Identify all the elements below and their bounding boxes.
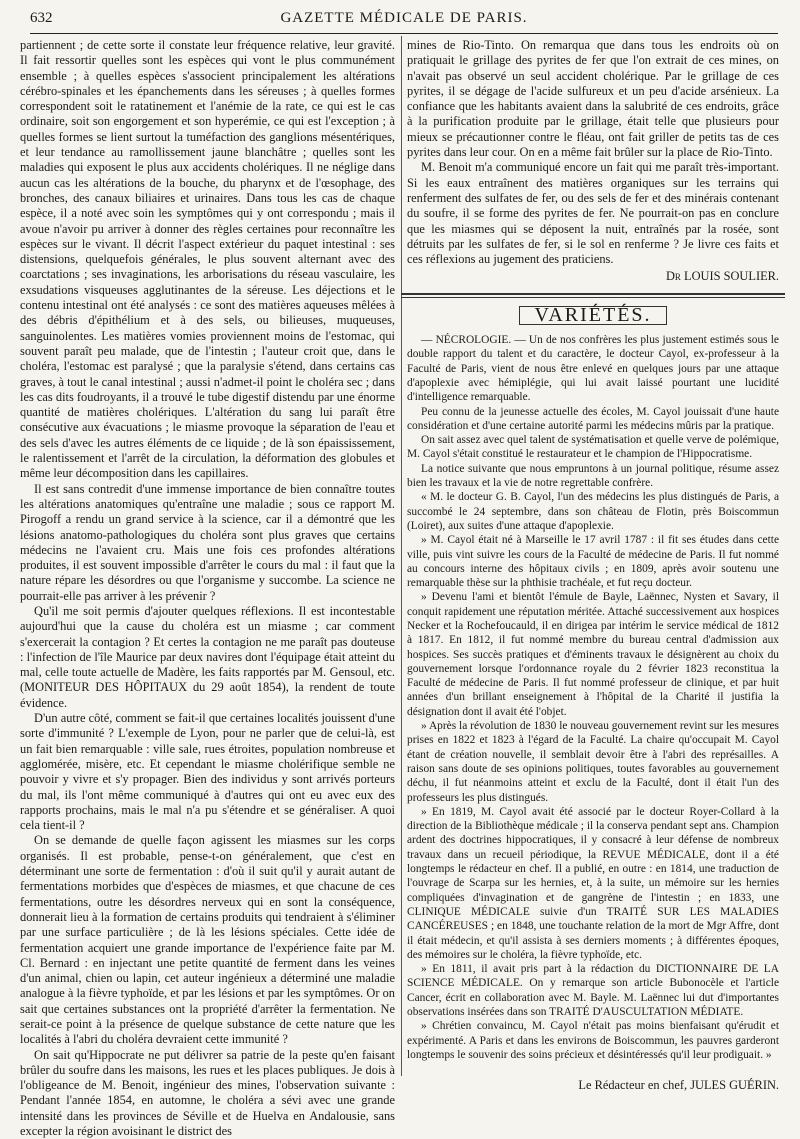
- varietes-paragraph: La notice suivante que nous empruntons à un journal politique, résume assez bien les travaux et la vie de notre regrettable confrère.: [407, 462, 779, 490]
- varietes-paragraph: » Chrétien convaincu, M. Cayol n'était pas moins bienfaisant qu'érudit et expérimenté. A Paris et dans les environs de Boiscommun, les pauvres garderont longtemps le souvenir des soins précieux et désintéressés qu'il leur prodiguait. »: [407, 1020, 779, 1061]
- editor-signature: Le Rédacteur en chef, JULES GUÉRIN.: [578, 1078, 779, 1093]
- varietes-paragraph: On sait assez avec quel talent de systématisation et quelle verve de polémique, M. Cayol s'était constitué le restaurateur et le champion de l'Hippocratisme.: [407, 434, 779, 461]
- right-paragraph: mines de Rio-Tinto. On remarqua que dans tous les endroits où on pratiquait le grillage des pyrites de fer que l'on extrait de ces mines, on n'avait pas observé un seul accident cholérique. Par le grillage de ces pyrites, il se dégage de l'acide sulfureux et un peu d'acide arsénieux. La confiance que les habitants avaient dans la salubrité de ces endroits, grâce à la purification produite par le grillage, était telle que plusieurs pour mieux se précautionner contre le fléau, ont fait griller de petits tas de ces pyrites dans leur cour. On en a même fait brûler sur la place de Rio-Tinto.: [407, 38, 779, 160]
- varietes-paragraph: » En 1811, il avait pris part à la rédaction du DICTIONNAIRE DE LA SCIENCE MÉDICALE. On y remarque son article Bubonocèle et l'article Cancer, écrit en collaboration avec M. Bayle. M. Laënnec lui dut d'importantes observations insérées dans son TRAITÉ D'AUSCULTATION MÉDIATE.: [407, 963, 779, 1018]
- varietes-heading: VARIÉTÉS.: [519, 306, 666, 325]
- section-separator: [401, 293, 785, 298]
- article-signature: Dr LOUIS SOULIER.: [665, 269, 779, 284]
- journal-title: GAZETTE MÉDICALE DE PARIS.: [280, 10, 528, 26]
- column-divider: [401, 36, 402, 1076]
- varietes-paragraph: » En 1819, M. Cayol avait été associé par le docteur Royer-Collard à la direction de la Bibliothèque médicale ; il la conserva pendant sept ans. Champion ardent des doctrines hippocratiques, il y consacré à leur défense de nombreux travaux dans un recueil périodique, la REVUE MÉDICALE, dont il a été longtemps le rédacteur en chef. Il a publié, en outre : en 1814, une traduction de l'ouvrage de Scarpa sur les hernies, et, à la suite, un mémoire sur les hernies compliquées d'invagination et de gangrène de l'intestin ; en 1833, une CLINIQUE MÉDICALE suivie d'un TRAITÉ SUR LES MALADIES CANCÉREUSES ; en 1848, une touchante relation de la mort de Mgr Affre, dont il était médecin, et qu'il assista à ses derniers moments ; à différentes époques, des mémoires sur le choléra, la fièvre typhoïde, etc.: [407, 805, 779, 961]
- varietes-heading-wrap: [407, 303, 779, 326]
- varietes-paragraph: « M. le docteur G. B. Cayol, l'un des médecins les plus distingués de Paris, a succombé le 24 septembre, dans son château de Flotin, près Boiscommun (Loiret), aux suites d'une attaque d'apoplexie.: [407, 491, 779, 532]
- left-paragraph: partiennent ; de cette sorte il constate leur fréquence relative, leur gravité. Il fait ressortir quelles sont les espèces qui vont le plus communément ensemble ; à quelles espèces s'associent principalement les altérations cérébro-spinales et les épanchements dans les séreuses ; à quelles formes correspondent soit le ratatinement et l'anémie de la rate, ce qui est le cas ordinaire, soit son engorgement et son hyperémie, ce qui est l'exception ; à quelles formes se lient surtout la tuméfaction des ganglions mésentériques, et leur tendance au ramollissement jaune blanchâtre ; quelles sont les maladies qui exposent le plus aux accidents cholériques. Il ne néglige dans aucun cas les altérations de la bouche, du pharynx et de l'œsophage, des bronches, des canaux biliaires et urinaires. Dans tous les cas de chaque espèce, il a noté avec soin les symptômes qui y ont correspondu ; mais il avoue n'avoir pu arriver à donner des règles certaines pour reconnaître les espèces sur le vivant. Il décrit l'aspect extérieur du paquet intestinal : ses distensions, quelquefois générales, le plus souvent alternant avec des coarctations ; ses invaginations, les arborisations du réseau vasculaire, les exsudations visqueuses agglutinantes de la séreuse. Les déjections et le contenu intestinal ont été analysés : ce sont des matières aqueuses mêlées à des débris d'épithélium et à des sels, ou bilieuses, muqueuses, sanguinolentes. Les matières vomies proviennent moins de l'estomac, qui souvent paraît peu malade, que de l'intestin ; l'auteur croit que, dans le choléra, l'estomac est paralysé ; que la paralysie s'étend, dans certains cas graves, à tout le canal intestinal ; aussi n'admet-il point le choléra sec ; dans les cas dits foudroyants, il a trouvé le tube digestif distendu par une énorme quantité de matières cholériques. L'altération du sang lui paraît être consécutive aux évacuations ; le miasme provoque la séparation de l'eau et des sels d'avec les autres éléments de ce liquide ; de là son épaississement, le ralentissement et l'arrêt de la circulation, la déformation des globules et même leur décomposition dans les capillaires.: [20, 38, 395, 481]
- left-paragraph: Qu'il me soit permis d'ajouter quelques réflexions. Il est incontestable aujourd'hui que la cause du choléra est un miasme ; car comment s'exercerait la contagion ? Et certes la contagion ne me paraît pas douteuse : l'infection de l'île Maurice par deux navires dont l'équipage était atteint du mal, celle toute actuelle de Madère, les faits rapportés par M. Gensoul, etc. (MONITEUR DES HÔPITAUX du 29 août 1854), la rendent de toute évidence.: [20, 603, 395, 710]
- varietes-paragraph: » Devenu l'ami et bientôt l'émule de Bayle, Laënnec, Nysten et Savary, il conquit rapidement une réputation méritée. Attaché successivement aux hospices Necker et la Rochefoucauld, il en dirigea par intérim le service médical de 1812 à 1817. En 1812, il fut nommé membre du bureau central d'admission aux hospices. Ses succès pratiques et d'éminents travaux le désignèrent au choix du gouvernement lorsque l'ordonnance royale du 2 février 1823 reconstitua la Faculté de médecine de Paris. Il fut nommé professeur de clinique, et par huit années d'un brillant enseignement à l'hôpital de la Charité il justifia la désignation dont il avait été l'objet.: [407, 591, 779, 718]
- left-paragraph: On sait qu'Hippocrate ne put délivrer sa patrie de la peste qu'en faisant brûler du soufre dans les maisons, les rues et les places publiques. Je dois à l'obligeance de M. Benoit, ingénieur des mines, l'observation suivante : Pendant l'année 1854, en automne, le choléra a sévi avec une grande intensité dans les provinces de Séville et de Huelva en Andalousie, sans excepter la région avoisinant le district des: [20, 1047, 395, 1139]
- varietes-paragraph: » M. Cayol était né à Marseille le 17 avril 1787 : il fit ses études dans cette ville, puis vint suivre les cours de la Faculté de médecine de Paris. Il fut nommé au concours interne des hôpitaux civils ; en 1809, après avoir soutenu une remarquable thèse sur la phthisie trachéale, et fut reçu docteur.: [407, 534, 779, 590]
- left-column: [20, 38, 395, 1139]
- left-paragraph: Il est sans contredit d'une immense importance de bien connaître toutes les altérations anatomiques qu'entraîne une maladie ; sous ce rapport M. Pirogoff a rendu un grand service à la science, car il a démontré que les lésions anatomo-pathologiques du choléra sont plus graves que certains médecins ne l'avaient cru. Mais une fois ces profondes altérations produites, il est souvent impossible d'arrêter le cours du mal : il faut que la nature répare les désordres ou que l'organisme y succombe. La science ne pourrait-elle pas arriver à les prévenir ?: [20, 481, 395, 603]
- page-number: 632: [30, 10, 53, 26]
- right-paragraph: M. Benoit m'a communiqué encore un fait qui me paraît très-important. Si les eaux entraînent des matières organiques sur les terrains qui renferment des sulfates de fer, ou des sels de fer et des minérais contenant du soufre, il se forme des pyrites de fer. Ne pourrait-on pas en conclure que les miasmes qui se déposent la nuit, entraînés par la rosée, sont détruits par les sulfates de fer, si le sol en renferme ? Je livre ces faits et ces réflexions au jugement des praticiens.: [407, 160, 779, 267]
- header-rule: [30, 33, 778, 34]
- varietes-paragraph: » Après la révolution de 1830 le nouveau gouvernement revint sur les mesures prises en 1822 et 1823 à l'égard de la Faculté. La chaire qu'occupait M. Cayol étant de création nouvelle, il semblait devoir être à l'abri des représailles. A raison sans doute de ses opinions politiques, toutes favorables au gouvernement déchu, il fut néanmoins atteint et exclu de la Faculté, dont il était l'un des professeurs les plus distingués.: [407, 720, 779, 804]
- varietes-paragraph: Peu connu de la jeunesse actuelle des écoles, M. Cayol jouissait d'une haute considération et d'une certaine autorité parmi les médecins mûris par la pratique.: [407, 405, 779, 432]
- page-header: [30, 6, 778, 32]
- left-paragraph: D'un autre côté, comment se fait-il que certaines localités jouissent d'une sorte d'immunité ? L'exemple de Lyon, pour ne parler que de celui-là, est un fait bien remarquable : ville sale, rues étroites, population nombreuse et agglomérée, misère, etc. Et cependant le miasme cholérifique semble ne pouvoir y vivre et s'y propager. Bien des individus y sont arrivés porteurs du mal, ils l'ont même communiqué à d'autres qui ont eu avec eux des rapports prochains, mais le mal n'a pu s'étendre et se généraliser. A quoi cela tient-il ?: [20, 711, 395, 833]
- left-paragraph: On se demande de quelle façon agissent les miasmes sur les corps organisés. Il est probable, pense-t-on généralement, que c'est en déterminant une sorte de fermentation : d'où il suit qu'il y aurait autant de fermentations morbides que d'espèces de miasmes, et que chacune de ces fermentations, outre les désordres nerveux qui en sont la conséquence, donnerait lieu à la formation de certains produits qui tendraient à s'éliminer par une surface particulière ; de là les lésions spéciales. Cette idée de fermentation acquiert une grande importance de l'expérience faite par M. Cl. Bernard : en injectant une petite quantité de ferment dans les veines d'un animal, chien ou lapin, cet auteur ingénieux a déterminé une maladie analogue à la fièvre typhoïde, et par les lésions et par les symptômes. Or on sait que certaines substances ont la propriété d'arrêter la fermentation. Ne serait-ce point à la présence de quelque substance de cette nature que les localités à l'abri du choléra devraient cette immunité ?: [20, 833, 395, 1047]
- varietes-body: [407, 333, 779, 1062]
- right-column: [407, 38, 779, 1093]
- varietes-paragraph: — NÉCROLOGIE. — Un de nos confrères les plus justement estimés sous le double rapport du talent et du caractère, le docteur Cayol, ex-professeur à la Faculté de Paris, vient de nous être enlevé en quelques jours par une attaque d'apoplexie avec hémiplégie, qui lui avait laissé pourtant une lucidité d'intelligence remarquable.: [407, 334, 779, 404]
